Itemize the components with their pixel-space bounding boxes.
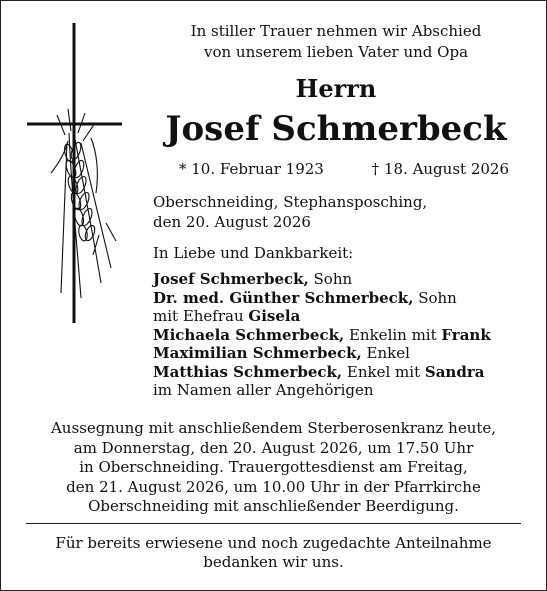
service-line: am Donnerstag, den 20. August 2026, um 17.50 Uhr bbox=[73, 438, 474, 457]
life-dates bbox=[179, 160, 509, 178]
death-date: † 18. August 2026 bbox=[371, 160, 509, 178]
place-date bbox=[153, 192, 427, 232]
service-line: Aussegnung mit anschließendem Sterberosenkranz heute, bbox=[50, 419, 497, 437]
closing-text bbox=[21, 534, 526, 571]
family-line bbox=[153, 381, 491, 400]
family-line bbox=[153, 326, 491, 345]
closing-line-1: Für bereits erwiesene und noch zugedachte Anteilnahme bbox=[55, 534, 492, 552]
family-line bbox=[153, 363, 491, 382]
family-line bbox=[153, 307, 491, 326]
intro-line-2: von unserem lieben Vater und Opa bbox=[203, 43, 469, 61]
family-list bbox=[153, 270, 491, 400]
cross-icon bbox=[21, 23, 131, 323]
family-name-bold: Dr. med. Günther Schmerbeck, bbox=[153, 288, 414, 307]
family-name-bold: Josef Schmerbeck, bbox=[153, 270, 309, 288]
place-line-2: den 20. August 2026 bbox=[153, 213, 311, 231]
family-name-bold: Maximilian Schmerbeck, bbox=[153, 344, 362, 362]
service-line: den 21. August 2026, um 10.00 Uhr in der Pfarrkirche bbox=[66, 477, 481, 496]
birth-date: * 10. Februar 1923 bbox=[179, 160, 324, 178]
deceased-name: Josef Schmerbeck bbox=[165, 109, 507, 149]
service-line: Oberschneiding mit anschließender Beerdigung. bbox=[88, 497, 459, 515]
divider bbox=[26, 523, 521, 524]
family-name-bold: Michaela Schmerbeck, bbox=[153, 325, 345, 344]
closing-line-2: bedanken wir uns. bbox=[203, 552, 344, 571]
family-line bbox=[153, 344, 491, 363]
family-line bbox=[153, 270, 491, 289]
intro-line-1: In stiller Trauer nehmen wir Abschied bbox=[190, 22, 482, 40]
family-name-bold: Gisela bbox=[248, 307, 301, 325]
intro-text bbox=[151, 21, 521, 63]
family-relation: mit Ehefrau bbox=[153, 307, 249, 325]
family-name-bold: Matthias Schmerbeck, bbox=[153, 362, 343, 381]
salutation: Herrn bbox=[295, 74, 377, 103]
family-relation: Enkelin mit bbox=[344, 325, 442, 344]
family-relation: Enkel mit bbox=[342, 362, 425, 381]
service-line: in Oberschneiding. Trauergottesdienst am Freitag, bbox=[79, 458, 468, 476]
wheat-icon bbox=[51, 109, 116, 298]
family-relation: im Namen aller Angehörigen bbox=[153, 381, 374, 399]
family-relation: Sohn bbox=[413, 288, 457, 307]
thanks-heading: In Liebe und Dankbarkeit: bbox=[153, 244, 354, 262]
family-relation: Sohn bbox=[308, 270, 353, 288]
place-line-1: Oberschneiding, Stephansposching, bbox=[153, 193, 428, 211]
family-name-bold: Frank bbox=[441, 325, 491, 344]
family-relation: Enkel bbox=[361, 344, 410, 362]
family-line bbox=[153, 289, 491, 308]
family-name-bold: Sandra bbox=[424, 362, 485, 381]
service-announcement bbox=[21, 419, 526, 517]
